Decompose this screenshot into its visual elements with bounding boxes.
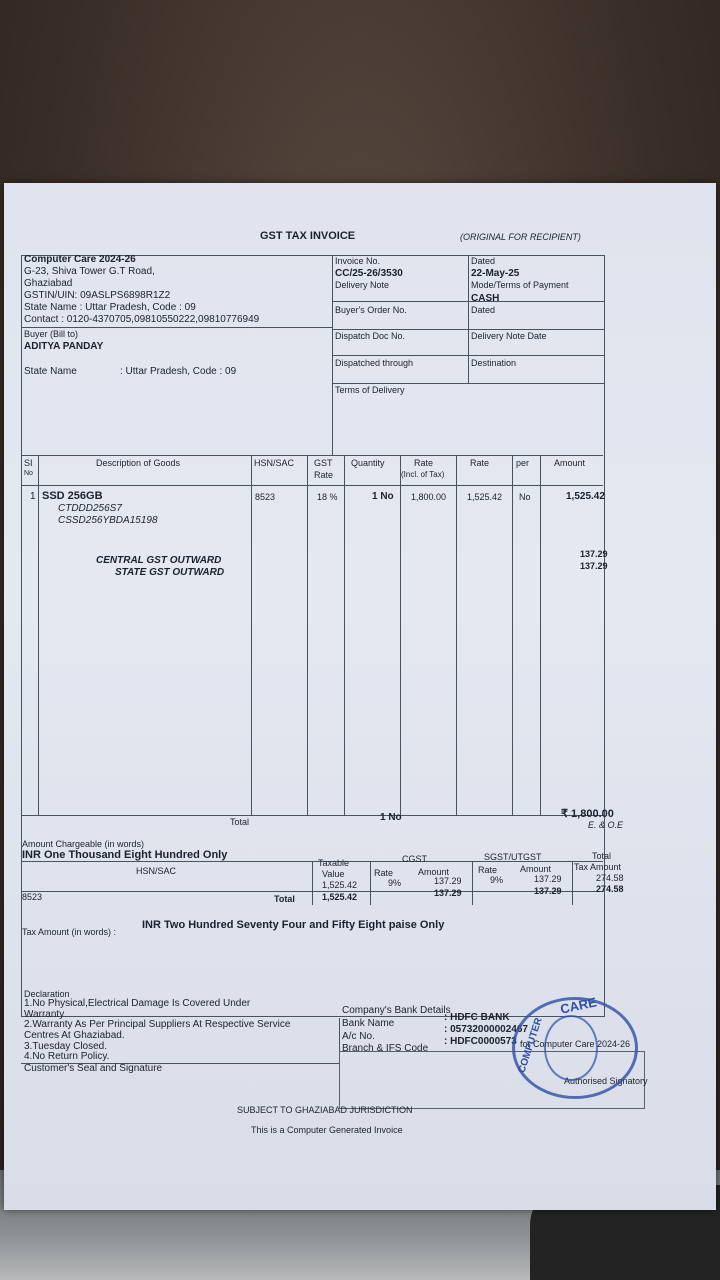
tax-cgst-rate: 9% [388, 878, 402, 888]
invoice-title: GST TAX INVOICE [260, 230, 356, 242]
amount-words-value: INR One Thousand Eight Hundred Only [22, 849, 228, 861]
mode-value: CASH [471, 293, 500, 304]
header-si: SI [24, 458, 33, 468]
column-line [344, 455, 345, 815]
declaration-line-5: 3.Tuesday Closed. [24, 1041, 108, 1052]
header-rate-incl-2: (Incl. of Tax) [401, 470, 445, 479]
buyer-state-label: State Name [24, 366, 77, 377]
dated2-label: Dated [471, 305, 496, 315]
header-gst: GST [314, 458, 333, 468]
column-line [251, 455, 252, 815]
bank-name-label: Bank Name [342, 1018, 395, 1029]
computer-generated-note: This is a Computer Generated Invoice [251, 1125, 403, 1135]
dispatch-doc-label: Dispatch Doc No. [335, 331, 406, 341]
column-line [38, 455, 39, 815]
header-per: per [516, 458, 530, 468]
divider [332, 301, 604, 302]
divider [21, 891, 603, 892]
column-line [312, 861, 313, 905]
column-line [370, 861, 371, 905]
seller-contact: Contact : 0120-4370705,09810550222,09810776949 [24, 314, 260, 325]
column-line [456, 455, 457, 815]
tax-cgst-rate-label: Rate [374, 868, 394, 878]
header-gst-rate: Rate [314, 470, 334, 480]
tax-taxable-label-2: Value [322, 869, 345, 879]
bank-title: Company's Bank Details [342, 1005, 451, 1016]
cgst-outward-amount: 137.29 [580, 549, 608, 559]
tax-words-value: INR Two Hundred Seventy Four and Fifty Eight paise Only [142, 919, 445, 931]
dispatched-through-label: Dispatched through [335, 358, 414, 368]
total-label: Total [230, 817, 250, 827]
column-line [572, 861, 573, 905]
item-rate: 1,525.42 [467, 492, 503, 502]
column-line [400, 455, 401, 815]
divider [332, 383, 604, 384]
jurisdiction-note: SUBJECT TO GHAZIABAD JURISDICTION [237, 1105, 413, 1115]
tax-hsn-label: HSN/SAC [136, 866, 177, 876]
seller-address-1: G-23, Shiva Tower G.T Road, [24, 266, 155, 277]
tax-sgst-rate-label: Rate [478, 865, 498, 875]
authorised-signatory: Authorised Signatory [564, 1076, 648, 1086]
header-desc: Description of Goods [96, 458, 181, 468]
header-rate-incl: Rate [414, 458, 434, 468]
seller-gstin: GSTIN/UIN: 09ASLPS6898R1Z2 [24, 290, 171, 301]
bank-ifsc-label: Branch & IFS Code [342, 1043, 429, 1054]
cgst-outward-label: CENTRAL GST OUTWARD [96, 555, 222, 566]
eoe-label: E. & O.E [588, 820, 624, 830]
divider [21, 455, 603, 456]
invoice-frame [21, 255, 605, 1017]
tax-cgst-amount-label: Amount [418, 867, 450, 877]
divider [21, 815, 603, 816]
declaration-line-2: Warranty [24, 1009, 65, 1020]
item-rate-incl: 1,800.00 [411, 492, 447, 502]
tax-total-cgst: 137.29 [434, 888, 462, 898]
column-line [540, 455, 541, 815]
tax-taxable-label-1: Taxable [318, 858, 350, 868]
item-gst: 18 % [317, 492, 338, 502]
destination-label: Destination [471, 358, 517, 368]
item-hsn: 8523 [255, 492, 276, 502]
dated-value: 22-May-25 [471, 268, 520, 279]
tax-total-total: 274.58 [596, 884, 624, 894]
header-rate: Rate [470, 458, 490, 468]
header-no: No [24, 470, 33, 477]
bank-name: : HDFC BANK [444, 1012, 510, 1023]
divider [468, 255, 469, 383]
mode-label: Mode/Terms of Payment [471, 280, 569, 290]
delivery-note-date-label: Delivery Note Date [471, 331, 547, 341]
column-line [472, 861, 473, 905]
bank-acc: : 05732000002467 [444, 1024, 528, 1035]
header-amount: Amount [554, 458, 586, 468]
declaration-line-4: Centres At Ghaziabad. [24, 1030, 125, 1041]
tax-sgst-amount-label: Amount [520, 864, 552, 874]
declaration-line-1: 1.No Physical,Electrical Damage Is Covered Under [24, 998, 251, 1009]
tax-sgst-rate: 9% [490, 875, 504, 885]
item-serial-2: CSSD256YBDA15198 [58, 515, 158, 526]
declaration-line-6: 4.No Return Policy. [24, 1051, 110, 1062]
amount-words-label: Amount Chargeable (in words) [22, 839, 145, 849]
seller-name: Computer Care 2024-26 [24, 254, 136, 265]
item-name: SSD 256GB [42, 490, 103, 502]
dated-label: Dated [471, 256, 496, 266]
header-hsn: HSN/SAC [254, 458, 295, 468]
seller-address-2: Ghaziabad [24, 278, 73, 289]
total-qty: 1 No [380, 812, 402, 823]
seller-state: State Name : Uttar Pradesh, Code : 09 [24, 302, 196, 313]
tax-row-total-label: Total [274, 894, 295, 904]
tax-total-label-2: Tax Amount [574, 862, 622, 872]
tax-sgst-amount: 137.29 [534, 874, 562, 884]
buyer-label: Buyer (Bill to) [24, 329, 79, 339]
tax-sgst-label: SGST/UTGST [484, 852, 542, 862]
total-amount: ₹ 1,800.00 [561, 808, 614, 820]
item-per: No [519, 492, 531, 502]
declaration-title: Declaration [24, 989, 70, 999]
divider [21, 485, 603, 486]
column-line [512, 455, 513, 815]
buyers-order-label: Buyer's Order No. [335, 305, 407, 315]
tax-cgst-amount: 137.29 [434, 876, 462, 886]
declaration-line-3: 2.Warranty As Per Principal Suppliers At Respective Service [24, 1019, 291, 1030]
divider [21, 327, 332, 328]
stamp-text-top: CARE [558, 994, 599, 1017]
terms-label: Terms of Delivery [335, 385, 405, 395]
bank-ifsc: : HDFC0000573 [444, 1036, 517, 1047]
tax-total-sgst: 137.29 [534, 886, 562, 896]
for-company-label: for Computer Care 2024-26 [520, 1039, 631, 1049]
company-stamp-inner [544, 1015, 598, 1081]
item-amount: 1,525.42 [566, 491, 605, 502]
buyer-name: ADITYA PANDAY [24, 341, 104, 352]
column-line [307, 455, 308, 815]
tax-hsn-value: 8523 [22, 892, 43, 902]
invoice-no-label: Invoice No. [335, 256, 381, 266]
tax-cgst-label: CGST [402, 854, 428, 864]
tax-taxable-value: 1,525.42 [322, 880, 358, 890]
header-qty: Quantity [351, 458, 385, 468]
buyer-state-value: : Uttar Pradesh, Code : 09 [120, 366, 237, 377]
tax-total-label-1: Total [592, 851, 612, 861]
item-si: 1 [30, 491, 36, 502]
invoice-copy-label: (ORIGINAL FOR RECIPIENT) [460, 232, 581, 242]
bank-acc-label: A/c No. [342, 1031, 375, 1042]
customer-seal-label: Customer's Seal and Signature [24, 1063, 163, 1074]
divider [332, 355, 604, 356]
tax-words-label: Tax Amount (in words) : [22, 927, 117, 937]
tax-total-taxable: 1,525.42 [322, 892, 358, 902]
delivery-note-label: Delivery Note [335, 280, 390, 290]
divider [332, 329, 604, 330]
item-qty: 1 No [372, 491, 394, 502]
stamp-text-left: COMPUTER [516, 1016, 545, 1075]
tax-total-tax: 274.58 [596, 873, 624, 883]
sgst-outward-amount: 137.29 [580, 561, 608, 571]
invoice-no: CC/25-26/3530 [335, 268, 403, 279]
sgst-outward-label: STATE GST OUTWARD [115, 567, 225, 578]
item-serial-1: CTDDD256S7 [58, 503, 122, 514]
